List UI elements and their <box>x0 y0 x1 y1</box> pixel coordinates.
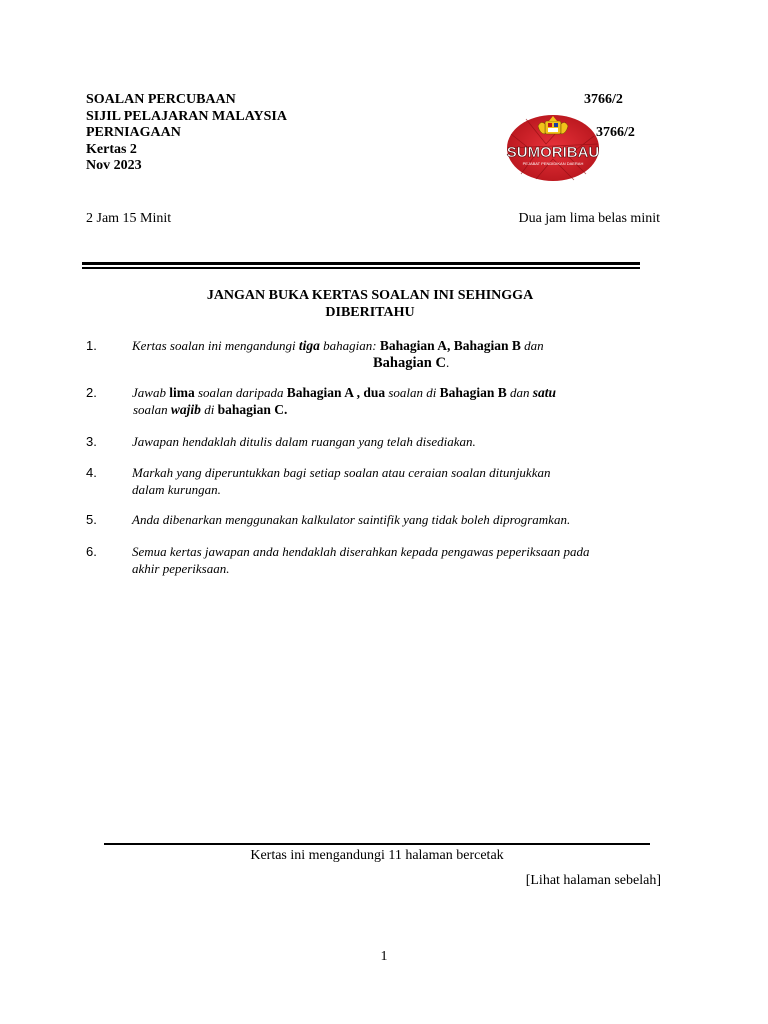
instructions-title-line2: DIBERITAHU <box>325 305 415 320</box>
item-number: 5. <box>86 512 97 527</box>
sumoribau-logo <box>506 114 600 182</box>
duration-long: Dua jam lima belas minit <box>518 211 660 226</box>
logo-text: SUMORIBAU <box>506 144 600 161</box>
next-page-note: [Lihat halaman sebelah] <box>525 873 661 888</box>
instruction-item-1: Kertas soalan ini mengandungi tiga bahagian: Bahagian A, Bahagian B dan Bahagian C. <box>132 338 544 371</box>
logo-subtext: PEJABAT PENDIDIKAN DAERAH <box>522 161 584 166</box>
instruction-item-6: Semua kertas jawapan anda hendaklah diserahkan kepada pengawas peperiksaan pada akhir peperiksaan. <box>132 544 590 576</box>
instruction-item-2: Jawab lima soalan daripada Bahagian A , dua soalan di Bahagian B dan satu soalan wajib di bahagian C. <box>132 385 557 417</box>
instructions-title-line1: JANGAN BUKA KERTAS SOALAN INI SEHINGGA <box>206 288 534 303</box>
subject-name: PERNIAGAAN <box>86 125 181 140</box>
divider-thin <box>82 267 640 269</box>
item-number: 4. <box>86 465 97 480</box>
exam-title: SOALAN PERCUBAAN <box>86 92 236 107</box>
item-number: 2. <box>86 385 97 400</box>
item-number: 6. <box>86 544 97 559</box>
page-number: 1 <box>380 949 388 964</box>
exam-date: Nov 2023 <box>86 158 142 173</box>
instructions-title <box>150 287 590 321</box>
duration-short: 2 Jam 15 Minit <box>86 211 172 226</box>
page-count-note: Kertas ini mengandungi 11 halaman bercetak <box>250 848 504 863</box>
footer-divider <box>104 843 650 845</box>
instruction-item-5: Anda dibenarkan menggunakan kalkulator saintifik yang tidak boleh diprogramkan. <box>132 512 571 527</box>
paper-code-side: 3766/2 <box>596 125 635 140</box>
item-number: 3. <box>86 434 97 449</box>
paper-code-top: 3766/2 <box>584 92 623 107</box>
header-block <box>86 92 287 175</box>
instruction-item-4: Markah yang diperuntukkan bagi setiap soalan atau ceraian soalan ditunjukkan dalam kurungan. <box>132 465 551 497</box>
divider-thick <box>82 262 640 265</box>
instruction-item-3: Jawapan hendaklah ditulis dalam ruangan yang telah disediakan. <box>132 434 476 449</box>
paper-number: Kertas 2 <box>86 141 137 157</box>
exam-name: SIJIL PELAJARAN MALAYSIA <box>86 108 287 124</box>
item-number: 1. <box>86 338 97 353</box>
